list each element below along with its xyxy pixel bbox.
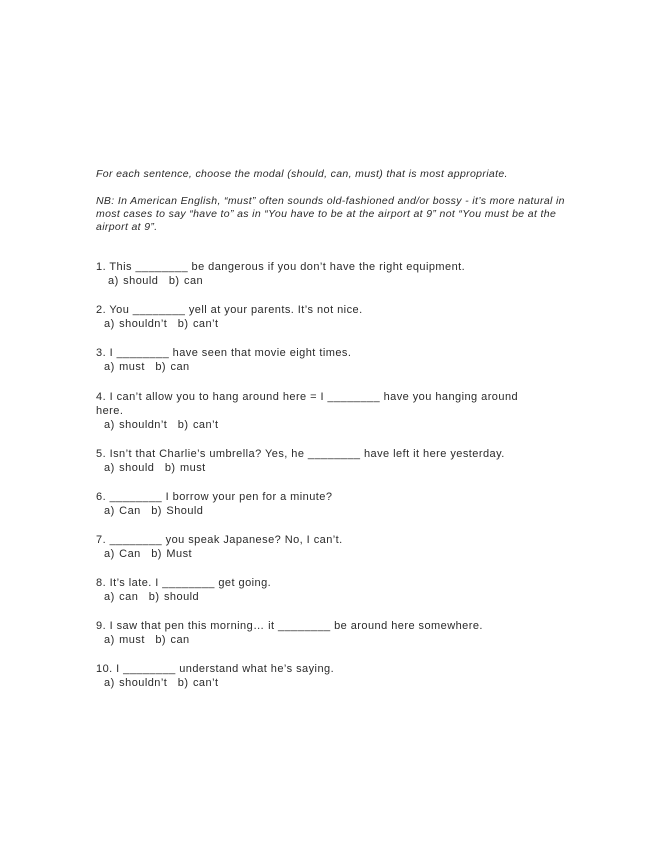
option-b: b) Must	[151, 548, 193, 560]
option-b: b) can	[155, 634, 190, 646]
answer-options	[96, 504, 546, 518]
question-4	[96, 390, 546, 432]
option-b: b) can	[155, 361, 190, 373]
question-text: 5. Isn’t that Charlie’s umbrella? Yes, he ________ have left it here yesterday.	[96, 448, 505, 460]
instructions	[96, 168, 566, 234]
option-a: a) Can	[104, 548, 141, 560]
option-b: b) can	[168, 275, 204, 287]
answer-options	[96, 360, 546, 374]
answer-options	[96, 547, 546, 561]
question-text: 3. I ________ have seen that movie eight times.	[96, 347, 352, 359]
question-10	[96, 662, 546, 690]
option-b: b) should	[148, 591, 200, 603]
question-list	[96, 260, 546, 690]
option-a: a) shouldn’t	[104, 419, 168, 431]
option-a: a) Can	[104, 505, 141, 517]
option-a: a) should	[104, 462, 155, 474]
question-6	[96, 490, 546, 518]
answer-options	[96, 676, 546, 690]
question-8	[96, 576, 546, 604]
option-a: a) must	[104, 361, 145, 373]
option-a: a) can	[104, 591, 139, 603]
question-5	[96, 447, 546, 475]
answer-options	[96, 317, 546, 331]
answer-options	[96, 274, 546, 288]
question-text: 10. I ________ understand what he’s saying.	[96, 663, 335, 675]
answer-options	[96, 590, 546, 604]
option-b: b) Should	[151, 505, 204, 517]
answer-options	[96, 633, 546, 647]
option-a: a) shouldn’t	[104, 318, 168, 330]
answer-options	[96, 461, 546, 475]
question-text: 4. I can’t allow you to hang around here = I ________ have you hanging around here.	[96, 391, 519, 417]
question-1	[96, 260, 546, 288]
question-text: 8. It’s late. I ________ get going.	[96, 577, 272, 589]
question-text: 7. ________ you speak Japanese? No, I can’t.	[96, 534, 343, 546]
question-3	[96, 346, 546, 374]
question-7	[96, 533, 546, 561]
option-b: b) can’t	[177, 318, 219, 330]
option-a: a) shouldn’t	[104, 677, 168, 689]
instructions-main: For each sentence, choose the modal (should, can, must) that is most appropriate.	[96, 168, 508, 180]
question-2	[96, 303, 546, 331]
question-text: 9. I saw that pen this morning… it ________ be around here somewhere.	[96, 620, 483, 632]
option-b: b) can’t	[177, 677, 219, 689]
answer-options	[96, 418, 546, 432]
question-9	[96, 619, 546, 647]
question-text: 6. ________ I borrow your pen for a minute?	[96, 491, 333, 503]
option-a: a) should	[108, 275, 159, 287]
option-a: a) must	[104, 634, 145, 646]
option-b: b) can’t	[177, 419, 219, 431]
instructions-nb: NB: In American English, “must” often sounds old-fashioned and/or bossy - it’s more natural in most cases to say “have to” as in “You have to be at the airport at 9” not “You must be at the airport at 9”.	[96, 195, 565, 233]
question-text: 1. This ________ be dangerous if you don’t have the right equipment.	[96, 261, 466, 273]
option-b: b) must	[164, 462, 206, 474]
question-text: 2. You ________ yell at your parents. It’s not nice.	[96, 304, 363, 316]
